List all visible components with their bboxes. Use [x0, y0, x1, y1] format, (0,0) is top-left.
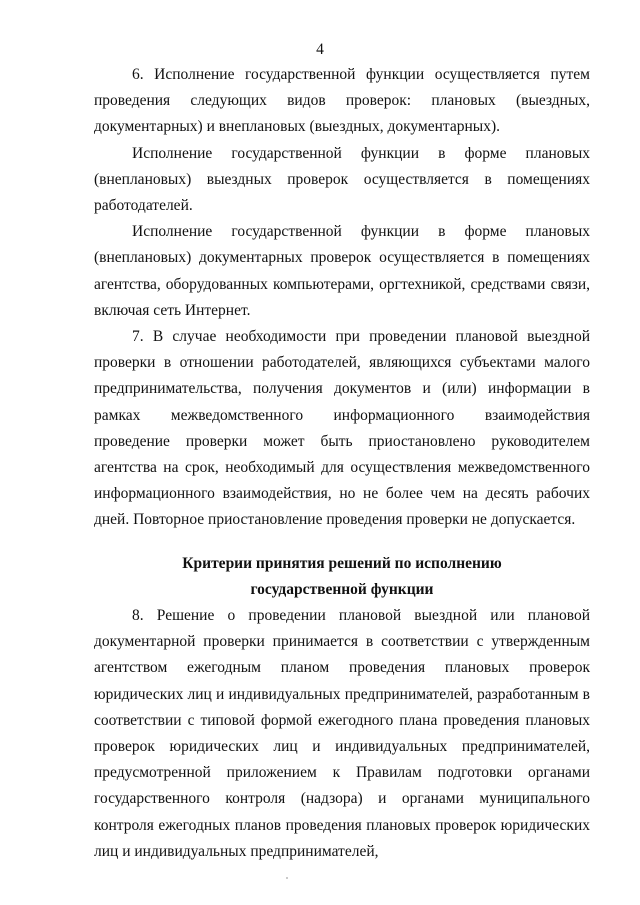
section-heading-line-1: Критерии принятия решений по исполнению: [182, 554, 502, 572]
section-heading-line-2: государственной функции: [250, 580, 434, 598]
paragraph-6: 6. Исполнение государственной функции осуществляется путем проведения следующих видов проверок: плановых (выездных, документарных) и внеплановых (выездных, документарных).: [94, 66, 590, 136]
paragraph-onsite-inspections: Исполнение государственной функции в форме плановых (внеплановых) выездных проверок осуществляется в помещениях работодателей.: [94, 144, 590, 215]
page-number: 4: [316, 41, 324, 58]
paragraph-document-inspections: Исполнение государственной функции в форме плановых (внеплановых) документарных проверок осуществляется в помещениях агентства, оборудованных компьютерами, оргтехникой, средствами связи, включая сеть Интернет.: [94, 223, 590, 319]
paragraph-8: 8. Решение о проведении плановой выездной или плановой документарной проверки принимается в соответствии с утвержденным агентством ежегодным планом проведения плановых проверок юридических лиц и индивидуальных предпринимателей, разработанным в соответствии с типовой формой ежегодного плана проведения плановых проверок юридических лиц и индивидуальных предпринимателей, предусмотренной приложением к Правилам подготовки органами государственного контроля (надзора) и органами муниципального контроля ежегодных планов проведения плановых проверок юридических лиц и индивидуальных предпринимателей,: [94, 607, 590, 860]
document-body: [94, 62, 590, 865]
paragraph-7: 7. В случае необходимости при проведении плановой выездной проверки в отношении работодателей, являющихся субъектами малого предпринимательства, получения документов и (или) информации в рамках межведомственного информационного взаимодействия проведение проверки может быть приостановлено руководителем агентства на срок, необходимый для осуществления межведомственного информационного взаимодействия, но не более чем на десять рабочих дней. Повторное приостановление проведения проверки не допускается.: [94, 328, 590, 529]
section-heading: [94, 551, 590, 603]
scan-speck: [286, 877, 288, 879]
